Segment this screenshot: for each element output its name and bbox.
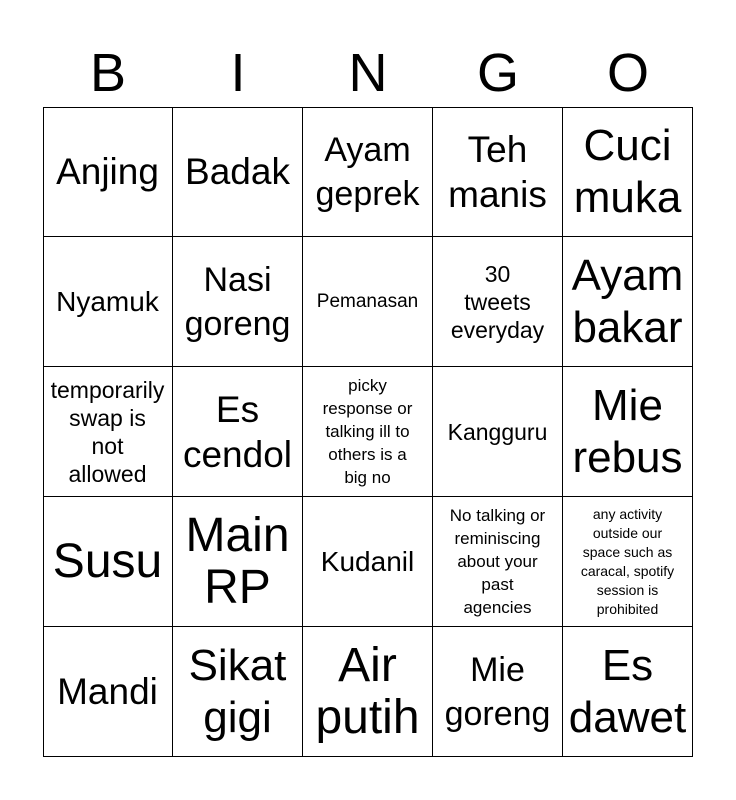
bingo-card [43, 107, 693, 757]
bingo-cell-n3[interactable] [303, 367, 433, 497]
bingo-cell-i3[interactable] [173, 367, 303, 497]
bingo-cell-o1[interactable] [563, 107, 693, 237]
bingo-cell-label: Es dawet [568, 640, 687, 742]
bingo-cell-b1[interactable] [43, 107, 173, 237]
bingo-cell-g1[interactable] [433, 107, 563, 237]
bingo-cell-label: any activity outside our space such as caracal, spotify session is prohibited [580, 505, 675, 617]
bingo-cell-i5[interactable] [173, 627, 303, 757]
bingo-cell-label: Ayam geprek [315, 130, 420, 213]
bingo-cell-g4[interactable] [433, 497, 563, 627]
bingo-cell-label: Es cendol [182, 388, 293, 475]
bingo-cell-label: Anjing [56, 151, 159, 192]
header-letter-g: G [476, 43, 519, 103]
bingo-cell-g2[interactable] [433, 237, 563, 367]
bingo-cell-i4[interactable] [173, 497, 303, 627]
bingo-cell-b2[interactable] [43, 237, 173, 367]
bingo-cell-label: Mie goreng [444, 650, 551, 733]
bingo-cell-o4[interactable] [563, 497, 693, 627]
bingo-cell-g5[interactable] [433, 627, 563, 757]
bingo-cell-label: temporarily swap is not allowed [50, 376, 165, 487]
bingo-cell-label: Susu [52, 534, 163, 588]
bingo-cell-label: picky response or talking ill to others is a big no [322, 376, 413, 487]
bingo-cell-n5[interactable] [303, 627, 433, 757]
bingo-cell-label: Sikat gigi [188, 640, 287, 742]
bingo-cell-label: Nyamuk [56, 285, 159, 317]
header-letter-i: I [230, 43, 246, 103]
bingo-cell-i2[interactable] [173, 237, 303, 367]
bingo-cell-label: 30 tweets everyday [450, 260, 545, 343]
bingo-cell-n2[interactable] [303, 237, 433, 367]
bingo-cell-label: Kangguru [447, 418, 548, 445]
bingo-cell-label: Nasi goreng [184, 260, 291, 343]
header-letter-n: N [348, 43, 388, 103]
bingo-cell-label: Ayam bakar [571, 250, 684, 352]
bingo-cell-label: Main RP [185, 508, 290, 614]
bingo-cell-label: Mandi [57, 671, 158, 712]
bingo-cell-label: Air putih [315, 638, 420, 744]
bingo-cell-label: Pemanasan [316, 291, 419, 312]
bingo-header [43, 42, 693, 104]
bingo-cell-label: Mie rebus [572, 380, 683, 482]
bingo-cell-o3[interactable] [563, 367, 693, 497]
bingo-cell-n4[interactable] [303, 497, 433, 627]
bingo-cell-n1[interactable] [303, 107, 433, 237]
bingo-cell-label: Kudanil [320, 545, 415, 577]
header-letter-b: B [89, 43, 127, 103]
bingo-cell-o2[interactable] [563, 237, 693, 367]
bingo-cell-i1[interactable] [173, 107, 303, 237]
bingo-cell-b4[interactable] [43, 497, 173, 627]
bingo-cell-label: Cuci muka [573, 120, 682, 222]
bingo-cell-label: Teh manis [448, 128, 547, 215]
bingo-cell-o5[interactable] [563, 627, 693, 757]
bingo-cell-g3[interactable] [433, 367, 563, 497]
bingo-cell-label: Badak [185, 151, 290, 192]
header-letter-o: O [606, 43, 649, 103]
bingo-cell-b3[interactable] [43, 367, 173, 497]
bingo-cell-label: No talking or reminiscing about your past agencies [449, 506, 546, 617]
bingo-cell-b5[interactable] [43, 627, 173, 757]
